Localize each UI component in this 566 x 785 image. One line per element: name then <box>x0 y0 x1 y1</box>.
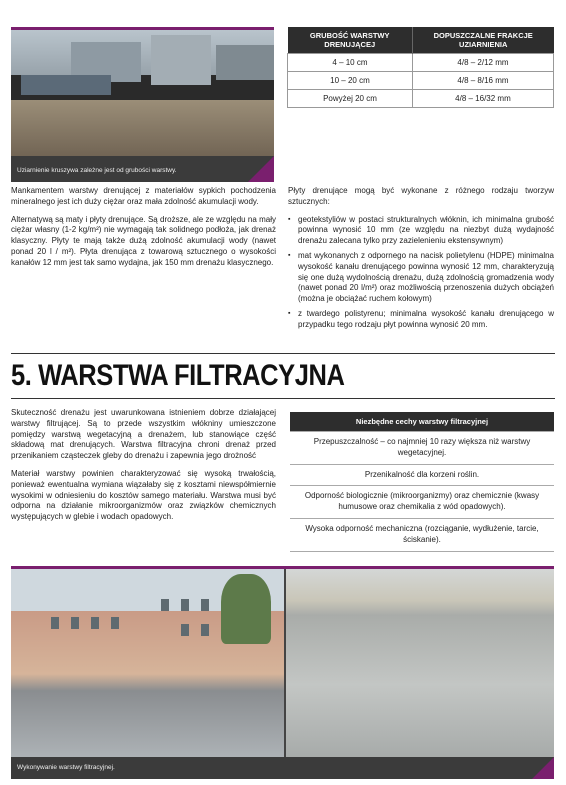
filter-properties-table <box>290 412 554 552</box>
table-row <box>288 54 554 72</box>
paragraph: Mankamentem warstwy drenującej z materiałów sypkich pochodzenia mineralnego jest ich duży ciężar oraz mała zdolność akumulacji wody. <box>11 186 276 206</box>
right-column-text <box>288 186 554 335</box>
table-row <box>290 432 554 465</box>
table-cell: Odporność biologicznie (mikroorganizmy) oraz chemicznie (kwasy humusowe oraz chemikalia z wód opadowych). <box>290 486 554 519</box>
divider <box>11 398 555 399</box>
paragraph: Alternatywą są maty i płyty drenujące. Są droższe, ale ze względu na mały ciężar własny (1-2 kg/m²) nie wymagają tak solidnego podłoża, jak drenaż klasyczny. Płyty te mają także dużą zdolność akumulacji wody (nawet ponad 20 l / m²). Płyta drenująca z towarową sztucznego o wysokości kanałów 12 mm jest tak samo wydajna, jak 150 mm drenażu klasycznego. <box>11 214 276 267</box>
paragraph: Płyty drenujące mogą być wykonane z różnego rodzaju tworzyw sztucznych: <box>288 186 554 206</box>
table-row <box>288 72 554 90</box>
table-row <box>290 518 554 551</box>
table-cell: Przepuszczalność – co najmniej 10 razy większa niż warstwy wegetacyjnej. <box>290 432 554 465</box>
paragraph: Skuteczność drenażu jest uwarunkowana istnieniem dobrze działającej warstwy filtrującej. Są to przede wszystkim włókniny umieszczone pomiędzy warstwą wegetacyjną a drenażem, lub stanowiące część składową mat drenujących. Warstwa filtracyjna chroni drenaż przed przenikaniem cząsteczek gleby do drenażu i zapewnia jego drożność <box>11 408 276 461</box>
list-item: ▪ z twardego polistyrenu; minimalna wysokość kanału drenującego w przypadku tego rodzaju płyt powinna wynosić 20 mm. <box>298 309 554 331</box>
table-cell: Wysoka odporność mechaniczna (rozciąganie, wydłużenie, tarcie, ściskanie). <box>290 518 554 551</box>
column-header: DOPUSZCZALNE FRAKCJE UZIARNIENIA <box>412 27 553 54</box>
bullet-list <box>288 215 554 331</box>
table-cell: 4 – 10 cm <box>288 54 413 72</box>
left-column-text <box>11 186 276 276</box>
divider <box>11 353 555 354</box>
table-cell: Powyżej 20 cm <box>288 90 413 108</box>
table-cell: 4/8 – 8/16 mm <box>412 72 553 90</box>
section-heading: 5. WARSTWA FILTRACYJNA <box>11 359 345 392</box>
paragraph: Materiał warstwy powinien charakteryzować się wysoką trwałością, ponieważ ewentualna wymiana wiązałaby się z kosztami niewspółmiernie wysokimi w odniesieniu do kosztów samego materiału. Warstwa musi być odporna na działanie mikroorganizmów oraz związków chemicznych występujących w glebie i wodach opadowych. <box>11 468 276 522</box>
filter-text <box>11 408 276 530</box>
photo-caption: Wykonywanie warstwy filtracyjnej. <box>17 764 115 771</box>
filter-layer-photo <box>11 566 554 779</box>
table-header: Niezbędne cechy warstwy filtracyjnej <box>290 412 554 432</box>
table-cell: 10 – 20 cm <box>288 72 413 90</box>
photo-caption: Uziarnienie kruszywa zależne jest od grubości warstwy. <box>17 167 177 174</box>
roof-photo <box>11 27 274 182</box>
table-cell: 4/8 – 16/32 mm <box>412 90 553 108</box>
column-header: GRUBOŚĆ WARSTWY DRENUJĄCEJ <box>288 27 413 54</box>
table-row <box>290 486 554 519</box>
table-row <box>288 90 554 108</box>
drainage-grain-table <box>287 27 554 108</box>
list-item: ▪ geotekstyliów w postaci strukturalnych włóknin, ich minimalna grubość powinna wynosić 10 mm (ze względu na niezbyt dużą wydajność drenażu zalecana tylko przy zazielenieniu ekstensywnym) <box>298 215 554 247</box>
table-row <box>290 464 554 486</box>
table-cell: 4/8 – 2/12 mm <box>412 54 553 72</box>
list-item: ▪ mat wykonanych z odpornego na nacisk polietylenu (HDPE) minimalna wysokość kanału drenującego powinna wynosić 12 mm, charakteryzują się one dużą wydolnością drenażu, dużą zdolnością gromadzenia wody (nawet ponad 20 l/m²) oraz możliwością przenoszenia dużych obciążeń (można je obciążać ruchem kołowym) <box>298 251 554 305</box>
table-cell: Przenikalność dla korzeni roślin. <box>290 464 554 486</box>
